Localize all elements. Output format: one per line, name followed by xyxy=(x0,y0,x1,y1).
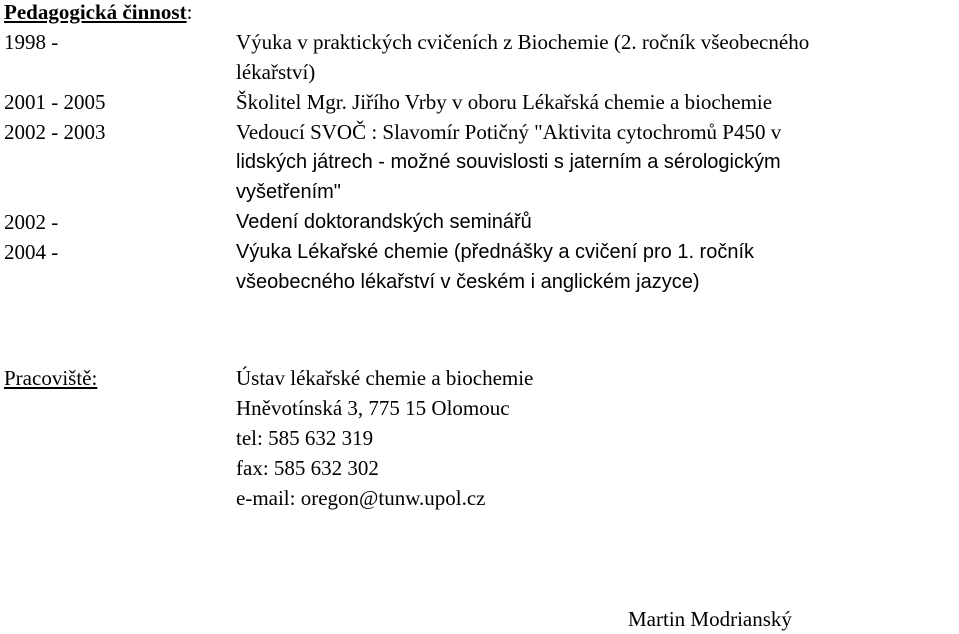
activity-line: lidských játrech - možné souvislosti s jaterním a sérologickým xyxy=(236,151,781,173)
activity-line: všeobecného lékařství v českém i anglickém jazyce) xyxy=(236,271,700,293)
section-heading-label: Pedagogická činnost xyxy=(4,0,187,24)
workplace-street: Hněvotínská 3, 775 15 Olomouc xyxy=(236,396,510,420)
signature-name: Martin Modrianský xyxy=(628,607,792,631)
activity-line: lékařství) xyxy=(236,60,316,84)
activity-line: Výuka v praktických cvičeních z Biochemie (2. ročník všeobecného xyxy=(236,30,810,54)
activity-date: 2002 - 2003 xyxy=(4,120,106,144)
activity-line: Výuka Lékařské chemie (přednášky a cvičení pro 1. ročník xyxy=(236,241,755,263)
activity-date: 2002 - xyxy=(4,210,59,234)
activity-description xyxy=(236,237,956,297)
workplace-address xyxy=(236,363,533,513)
workplace-label: Pracoviště: xyxy=(4,366,98,390)
activity-description xyxy=(236,87,956,117)
workplace-name: Ústav lékařské chemie a biochemie xyxy=(236,366,534,390)
activity-description xyxy=(236,117,956,207)
activity-description xyxy=(236,207,956,237)
workplace-fax: fax: 585 632 302 xyxy=(236,456,379,480)
activity-date: 1998 - xyxy=(4,30,59,54)
section-heading-colon: : xyxy=(186,0,193,24)
activity-description xyxy=(236,27,956,87)
activity-line: vyšetřením" xyxy=(236,181,341,203)
activity-line: Vedení doktorandských seminářů xyxy=(236,211,532,233)
activity-line: Vedoucí SVOČ : Slavomír Potičný "Aktivita cytochromů P450 v xyxy=(236,120,782,144)
activity-date: 2001 - 2005 xyxy=(4,90,106,114)
workplace-phone: tel: 585 632 319 xyxy=(236,426,374,450)
activity-line: Školitel Mgr. Jiřího Vrby v oboru Lékařská chemie a biochemie xyxy=(236,90,773,114)
section-heading xyxy=(4,0,192,27)
activity-date: 2004 - xyxy=(4,240,59,264)
workplace-email: e-mail: oregon@tunw.upol.cz xyxy=(236,486,486,510)
